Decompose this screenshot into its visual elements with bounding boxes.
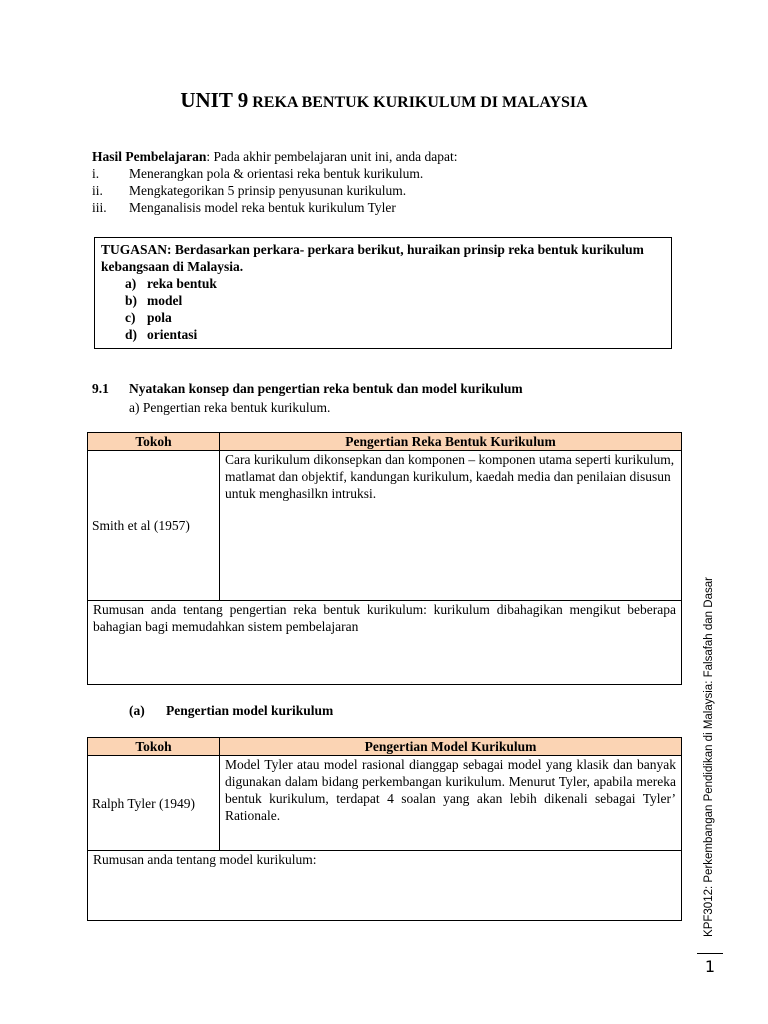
section-heading: 9.1 Nyatakan konsep dan pengertian reka bentuk dan model kurikulum (92, 381, 523, 396)
outcome-item: ii. Mengkategorikan 5 prinsip penyusunan kurikulum. (92, 183, 407, 198)
outcome-item: iii. Menganalisis model reka bentuk kurikulum Tyler (92, 200, 396, 215)
table-cell: Model Tyler atau model rasional dianggap sebagai model yang klasik dan banyak digunakan dalam bidang perkembangan kurikulum. Menurut Tyler, apabila mereka bentuk kurikulum, terdapat 4 soalan yang akan lebih dikenali sebagai Tyler’ Rationale. (220, 756, 682, 851)
section-subheading: a) Pengertian reka bentuk kurikulum. (129, 400, 331, 415)
task-item: c) pola (125, 310, 172, 325)
summary-cell: Rumusan anda tentang model kurikulum: (88, 851, 682, 921)
table-cell: Ralph Tyler (1949) (88, 756, 220, 851)
outcomes-intro: Hasil Pembelajaran: Pada akhir pembelajaran unit ini, anda dapat: (92, 149, 458, 164)
task-item: d) orientasi (125, 327, 198, 342)
task-box: TUGASAN: Berdasarkan perkara- perkara berikut, huraikan prinsip reka bentuk kurikulum kebangsaan di Malaysia. a) reka bentuk b) model c) pola d) orientasi (94, 237, 672, 349)
model-definition-table (87, 737, 682, 921)
design-definition-table (87, 432, 682, 685)
task-item: b) model (125, 293, 183, 308)
col-header: Pengertian Model Kurikulum (220, 738, 682, 756)
col-header: Tokoh (88, 433, 220, 451)
outcome-item: i. Menerangkan pola & orientasi reka bentuk kurikulum. (92, 166, 424, 181)
table-cell: Smith et al (1957) (88, 451, 220, 601)
page-title: UNIT 9 REKA BENTUK KURIKULUM DI MALAYSIA (180, 88, 588, 112)
table-cell: Cara kurikulum dikonsepkan dan komponen – komponen utama seperti kurikulum, matlamat dan objektif, kandungan kurikulum, kaedah media dan penilaian disusun untuk menghasilkn intruksi. (220, 451, 682, 601)
divider (697, 953, 723, 954)
page-number: 1 (704, 957, 716, 976)
col-header: Pengertian Reka Bentuk Kurikulum (220, 433, 682, 451)
col-header: Tokoh (88, 738, 220, 756)
side-footer-text: KPF3012: Perkembangan Pendidikan di Malaysia: Falsafah dan Dasar (703, 577, 715, 937)
subheading: (a) Pengertian model kurikulum (129, 703, 334, 718)
summary-cell: Rumusan anda tentang pengertian reka bentuk kurikulum: kurikulum dibahagikan mengikut beberapa bahagian bagi memudahkan sistem pembelajaran (88, 601, 682, 685)
task-item: a) reka bentuk (125, 276, 217, 291)
